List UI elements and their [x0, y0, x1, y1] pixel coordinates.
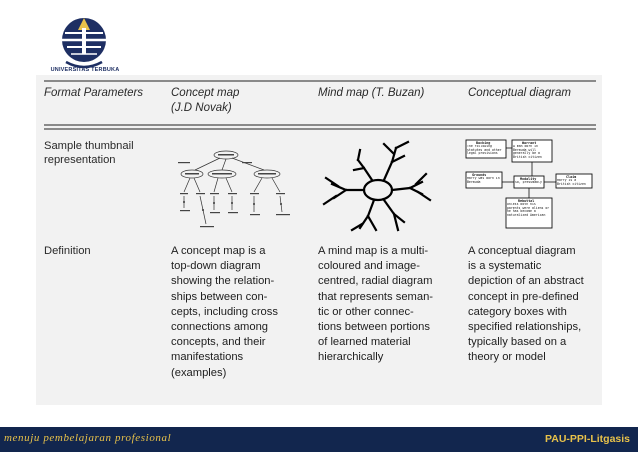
- definition-line: top-down diagram: [171, 260, 261, 273]
- logo-caption: UNIVERSITAS TERBUKA: [50, 67, 120, 73]
- cd-box-text: Unless both his parents were aliens or he has become a naturalized American: [507, 203, 550, 217]
- definition-line: manifestations: [171, 351, 244, 364]
- row-label-thumbnail: [44, 139, 134, 167]
- definition-line: tic or other connec-: [318, 305, 414, 318]
- header-rule-1: [44, 124, 596, 126]
- header-text: Conceptual diagram: [468, 87, 571, 99]
- cd-box-text: Harry is a British citizen: [557, 179, 586, 186]
- definition-line: that represents seman-: [318, 290, 434, 303]
- definition-line: theory or model: [468, 351, 546, 364]
- definition-line: concept in pre-defined: [468, 290, 579, 303]
- definition-line: (examples): [171, 366, 227, 379]
- definition-line: hierarchically: [318, 351, 384, 364]
- definition-line: of learned material: [318, 336, 411, 349]
- header-subtext: (J.D Novak): [171, 102, 232, 114]
- cd-box-text: Harry was born in Bermuda: [467, 177, 500, 184]
- header-text: Concept map: [171, 87, 240, 99]
- table-top-rule: [44, 80, 596, 82]
- cd-box-title: Warrant: [522, 141, 537, 145]
- header-format-parameters: [44, 86, 143, 101]
- cd-box-title: Claim: [566, 175, 577, 179]
- mind-map-thumbnail: [318, 138, 438, 238]
- definition-line: depiction of an abstract: [468, 275, 584, 288]
- definition-line: showing the relation-: [171, 275, 275, 288]
- definition-line: is a systematic: [468, 260, 542, 273]
- definition-line: connections among: [171, 321, 269, 334]
- definition-mind-map: [318, 244, 433, 366]
- row-label-line: representation: [44, 154, 116, 166]
- header-conceptual-diagram: [468, 86, 571, 101]
- cd-box-title: Rebuttal: [518, 199, 535, 203]
- definition-line: ships between con-: [171, 290, 268, 303]
- header-text: Mind map (T. Buzan): [318, 87, 425, 99]
- footer-brand: PAU-PPI-Litgasis: [545, 433, 630, 445]
- header-rule-2: [44, 128, 596, 130]
- definition-line: centred, radial diagram: [318, 275, 433, 288]
- concept-map-thumbnail: [170, 148, 300, 230]
- definition-line: category boxes with: [468, 305, 567, 318]
- definition-line: cepts, including cross: [171, 305, 278, 318]
- header-concept-map: [171, 86, 239, 116]
- cd-box-text: The following statutes and other legal provisions: [467, 145, 502, 156]
- definition-line: A mind map is a multi-: [318, 245, 429, 257]
- header-mind-map: [318, 86, 424, 101]
- definition-line: specified relationships,: [468, 321, 582, 334]
- definition-concept-map: [171, 244, 278, 381]
- cd-box-text: So, presumably: [515, 181, 542, 184]
- row-label-definition: Definition: [44, 245, 91, 257]
- definition-line: A conceptual diagram: [468, 245, 576, 257]
- definition-line: typically based on a: [468, 336, 567, 349]
- definition-line: concepts, and their: [171, 336, 266, 349]
- definition-conceptual-diagram: [468, 244, 584, 366]
- definition-line: tions between portions: [318, 321, 430, 334]
- cd-box-title: Modality: [520, 177, 537, 181]
- definition-line: coloured and image-: [318, 260, 420, 273]
- definition-line: A concept map is a: [171, 245, 266, 257]
- conceptual-diagram-thumbnail: [462, 138, 596, 236]
- cd-box-title: Grounds: [472, 173, 487, 177]
- row-label-line: Sample thumbnail: [44, 140, 134, 152]
- cd-box-text: A man born in Bermuda will generally be a British citizen: [513, 145, 542, 159]
- cd-box-title: Backing: [476, 141, 491, 145]
- header-text: Format Parameters: [44, 87, 144, 99]
- footer-slogan: menuju pembelajaran profesional: [4, 432, 172, 444]
